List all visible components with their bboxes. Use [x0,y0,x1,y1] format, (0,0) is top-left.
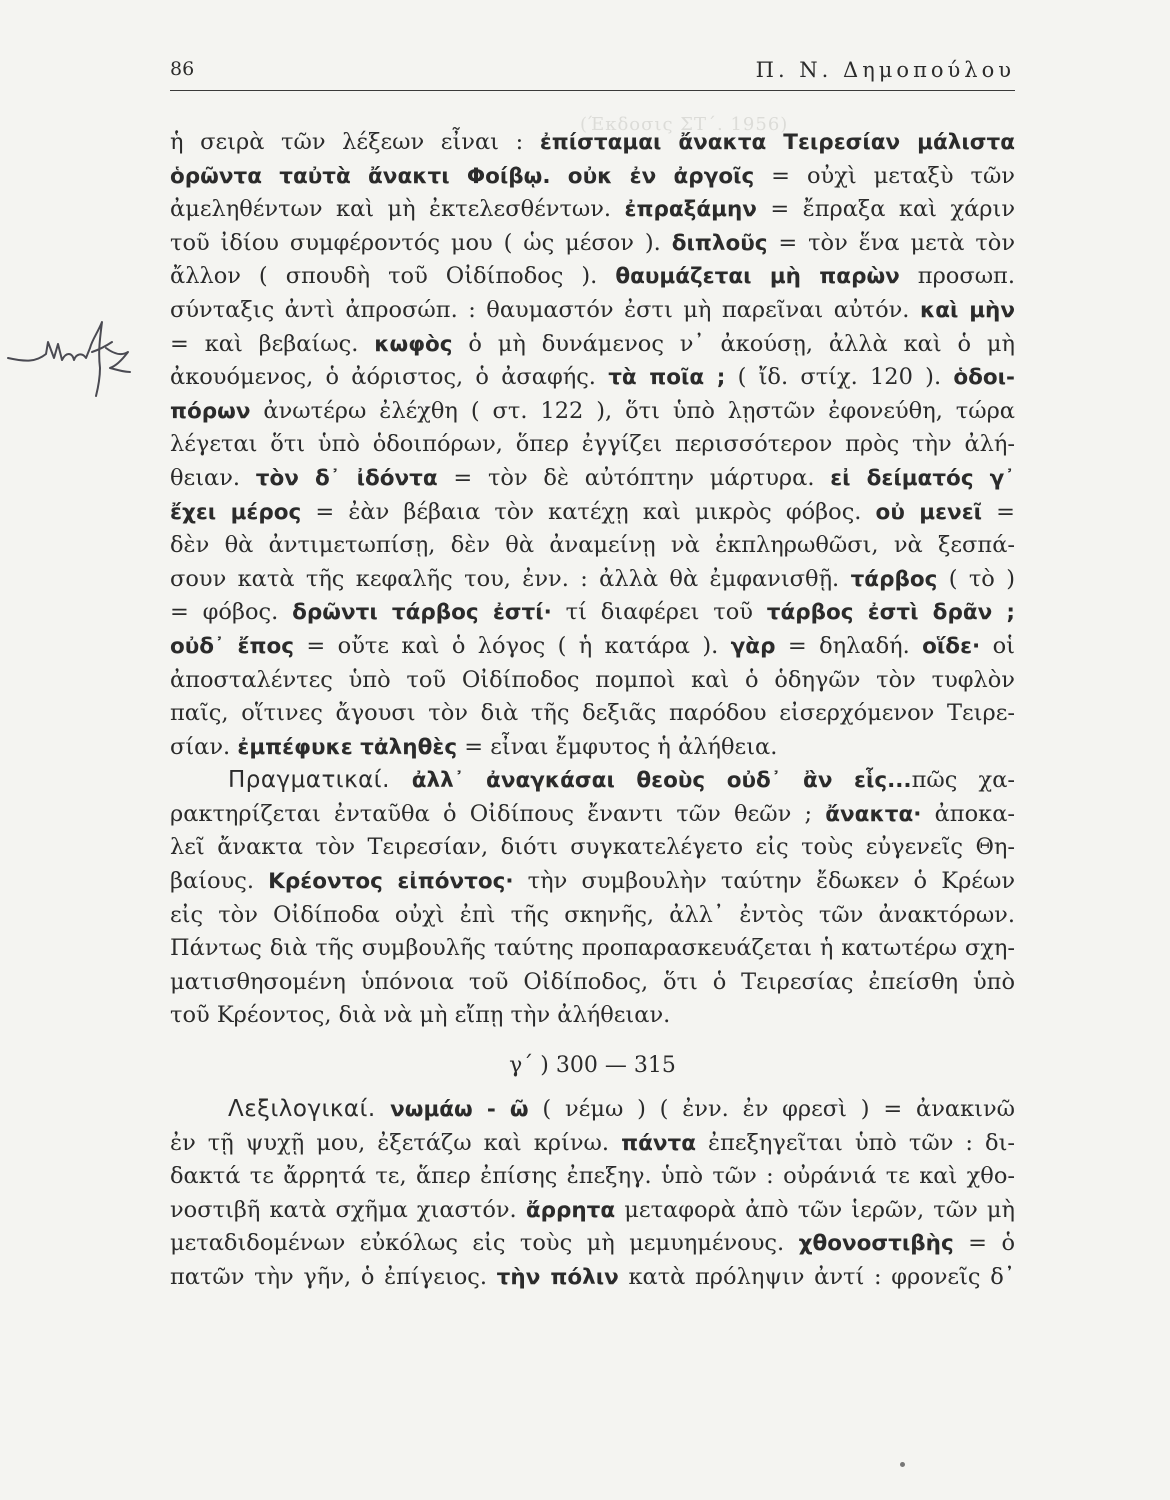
running-head: Π. Ν. Δημοπούλου [755,58,1015,82]
text-segment: οἱ [980,632,1015,659]
text-segment: ἐν τῇ ψυχῇ μου, ἐξετάζω καὶ κρίνω. [170,1129,622,1156]
bold-term: ἐπίσταμαι ἄνακτα Τειρεσίαν μάλιστα [539,130,1015,155]
text-segment: τοῦ ἰδίου συμφέροντός μου ( ὡς μέσον ). [170,229,672,256]
text-segment: πατῶν τὴν γῆν, ὁ ἐπίγειος. [170,1264,497,1290]
text-segment: τί διαφέρει τοῦ [551,599,767,626]
text-line [170,1160,1015,1194]
bold-term: Κρέοντος εἰπόντος· [268,869,514,895]
bold-term: οὐδ᾿ ἔπος [170,633,295,659]
text-line [170,428,1015,462]
text-segment: λεῖ ἄνακτα τὸν Τειρεσίαν, διότι συγκατελέγετο εἰς τοὺς εὐγενεῖς Θη- [170,834,1015,861]
text-line [170,731,1015,765]
bold-term: τάρβος [850,566,938,592]
text-segment: δὲν θὰ ἀντιμετωπίσῃ, δὲν θὰ ἀναμείνῃ νὰ ἐκπληρωθῶσι, νὰ ξεσπά- [170,532,1015,559]
text-segment: = δηλαδή. [775,632,923,659]
text-segment: μεταφορὰ ἀπὸ τῶν ἱερῶν, τῶν μὴ [615,1196,1015,1223]
bold-term: εἰ δείματός γ᾿ [830,465,1016,491]
text-segment: = ἔπραξα καὶ χάριν [756,196,1015,223]
subsection-label: Λεξιλογικαί. [228,1096,391,1123]
text-line [170,932,1015,966]
text-line [170,999,1015,1033]
page-header [170,56,1015,135]
text-line [170,1093,1015,1127]
text-segment: εἰς τὸν Οἰδίποδα οὐχὶ ἐπὶ τῆς σκηνῆς, ἀλλ᾿ ἐντὸς τῶν ἀνακτόρων. [170,901,1015,928]
text-segment: σουν κατὰ τῆς κεφαλῆς του, ἐνν. : ἀλλὰ θὰ ἐμφανισθῇ. [170,565,851,592]
bold-term: τὸν δ᾿ ἰδόντα [255,465,438,491]
ink-speck [900,1462,905,1467]
bold-term: ἐπραξάμην [624,197,757,223]
page-number: 86 [170,58,195,80]
text-segment: νοστιβῆ κατὰ σχῆμα χιαστόν. [170,1196,526,1223]
text-segment: = τὸν ἕνα μετὰ τὸν [767,229,1015,256]
text-segment: = τὸν δὲ αὐτόπτην μάρτυρα. [437,464,831,491]
bold-term: καὶ μὴν [919,297,1015,323]
text-segment: δακτά τε ἄρρητά τε, ἅπερ ἐπίσης ἐπεξηγ. ὑπὸ τῶν : οὐράνιά τε καὶ χθο- [170,1163,1015,1190]
text-segment: = καὶ βεβαίως. [170,330,375,357]
text-segment: πῶς χα- [911,767,1015,794]
text-segment: ἄλλον ( σπουδὴ τοῦ Οἰδίποδος ). [170,263,616,290]
text-line [170,328,1015,362]
bold-term: ἄνακτα· [825,801,922,827]
text-segment: ματισθησομένη ὑπόνοια τοῦ Οἰδίποδος, ὅτι ὁ Τειρεσίας ἐπείσθη ὑπὸ [170,968,1015,995]
text-line [170,193,1015,227]
text-segment: = ὁ [953,1230,1015,1257]
text-segment: σίαν. [170,733,238,760]
bold-term: θαυμάζεται μὴ παρὼν [615,264,900,290]
text-segment: ρακτηρίζεται ἐνταῦθα ὁ Οἰδίπους ἔναντι τῶν θεῶν ; [170,800,826,827]
bold-term: δρῶντι τάρβος ἐστί· [292,600,552,626]
bold-term: πόρων [170,398,251,424]
text-line [170,630,1015,664]
text-line [170,596,1015,630]
text-segment: ( τὸ ) [937,565,1015,592]
text-segment: ἀποκα- [921,800,1015,827]
bold-term: διπλοῦς [671,230,768,256]
text-line [170,697,1015,731]
text-segment: βαίους. [170,868,269,895]
subsection-label: Πραγματικαί. [228,767,412,794]
text-segment: = εἶναι ἔμφυτος ἡ ἀλήθεια. [457,733,778,760]
text-line [170,1227,1015,1261]
text-line [170,1127,1015,1161]
bold-term: χθονοστιβὴς [798,1231,954,1257]
bold-term: κωφὸς [374,331,453,357]
bold-term: τὰ ποῖα ; [608,365,726,391]
bold-term: τάρβος ἐστὶ δρᾶν ; [766,600,1016,626]
text-line [170,1194,1015,1228]
text-line [170,294,1015,328]
text-line [170,1261,1015,1295]
text-line [170,764,1015,798]
text-segment: ἐπεξηγεῖται ὑπὸ τῶν : δι- [695,1129,1015,1156]
text-segment: γ΄ ) 300 — 315 [509,1053,676,1079]
bold-term: ἐμπέφυκε τἀληθὲς [237,734,458,760]
text-segment: = οὐχὶ μεταξὺ τῶν [754,162,1015,189]
text-segment: = οὔτε καὶ ὁ λόγος ( ἡ κατάρα ). [294,632,731,659]
bold-term: οἵδε· [922,633,981,659]
body-text [170,126,1015,1295]
text-segment: τὴν συμβουλὴν ταύτην ἔδωκεν ὁ Κρέων [513,868,1015,895]
text-segment: προσωπ. [899,263,1015,290]
text-line [170,260,1015,294]
text-segment: ἀνωτέρω ἐλέχθη ( στ. 122 ), ὅτι ὑπὸ λῃστῶν ἐφονεύθη, τώρα [250,397,1015,424]
text-line [170,798,1015,832]
margin-signature [6,318,134,398]
bleed-through-text: (Έκδοσις ΣΤ΄. 1956) [580,114,789,135]
bold-term: πάντα [621,1130,696,1156]
text-line [170,395,1015,429]
text-line [170,966,1015,1000]
text-segment: = φόβος. [170,599,293,626]
text-segment: κατὰ πρόληψιν ἀντί : φρονεῖς δ᾿ [618,1264,1015,1290]
bold-term: τὴν πόλιν [496,1265,619,1290]
text-line [170,831,1015,865]
text-line [170,865,1015,899]
text-segment: μεταδιδομένων εὐκόλως εἰς τοὺς μὴ μεμυημένους. [170,1230,799,1257]
text-segment: = ἐὰν βέβαια τὸν κατέχῃ καὶ μικρὸς φόβος. [301,498,876,525]
text-line [170,529,1015,563]
bold-term: οὐ μενεῖ [875,499,983,525]
text-line [170,496,1015,530]
text-segment: τοῦ Κρέοντος, διὰ νὰ μὴ εἴπῃ τὴν ἀλήθειαν. [170,1002,671,1029]
text-segment: ἀποσταλέντες ὑπὸ τοῦ Οἰδίποδος πομποὶ καὶ ὁ ὁδηγῶν τὸν τυφλὸν [170,666,1015,693]
text-segment: ἀκουόμενος, ὁ ἀόριστος, ὁ ἀσαφής. [170,364,609,391]
text-line [170,462,1015,496]
bold-term: ἀλλ᾿ ἀναγκάσαι θεοὺς οὐδ᾿ ἂν εἷς... [411,768,912,794]
text-line [170,664,1015,698]
bold-term: ὁδοι- [953,365,1015,391]
bold-term: ἄρρητα [525,1197,616,1223]
text-segment: σύνταξις ἀντὶ ἀπροσώπ. : θαυμαστόν ἐστι μὴ παρεῖναι αὐτόν. [170,296,920,323]
bold-term: γὰρ [730,633,776,659]
bold-term: ὁρῶντα ταὐτὰ ἄνακτι Φοίβῳ. οὐκ ἐν ἀργοῖς [170,163,755,189]
text-line [170,563,1015,597]
text-segment: Πάντως διὰ τῆς συμβουλῆς ταύτης προπαρασκευάζεται ἡ κατωτέρω σχη- [170,935,1015,962]
bold-term: νωμάω - ῶ [390,1097,529,1123]
text-segment: λέγεται ὅτι ὑπὸ ὁδοιπόρων, ὅπερ ἐγγίζει περισσότερον πρὸς τὴν ἀλή- [170,431,1015,458]
text-line [170,160,1015,194]
section-heading [170,1033,1015,1093]
text-line [170,899,1015,933]
text-segment: ἀμεληθέντων καὶ μὴ ἐκτελεσθέντων. [170,196,625,223]
text-segment: παῖς, οἵτινες ἄγουσι τὸν διὰ τῆς δεξιᾶς παρόδου εἰσερχόμενον Τειρε- [170,700,1015,727]
bold-term: ἔχει μέρος [170,499,302,525]
text-segment: ( νέμω ) ( ἐνν. ἐν φρεσὶ ) = ἀνακινῶ [528,1096,1015,1123]
text-line [170,227,1015,261]
text-segment: ἡ σειρὰ τῶν λέξεων εἶναι : [170,129,540,155]
text-segment: θειαν. [170,464,256,491]
text-segment: ὁ μὴ δυνάμενος ν᾿ ἀκούσῃ, ἀλλὰ καὶ ὁ μὴ [452,330,1015,357]
text-line [170,126,1015,160]
text-line [170,361,1015,395]
text-segment: = [982,498,1015,525]
text-segment: ( ἴδ. στίχ. 120 ). [725,364,954,391]
